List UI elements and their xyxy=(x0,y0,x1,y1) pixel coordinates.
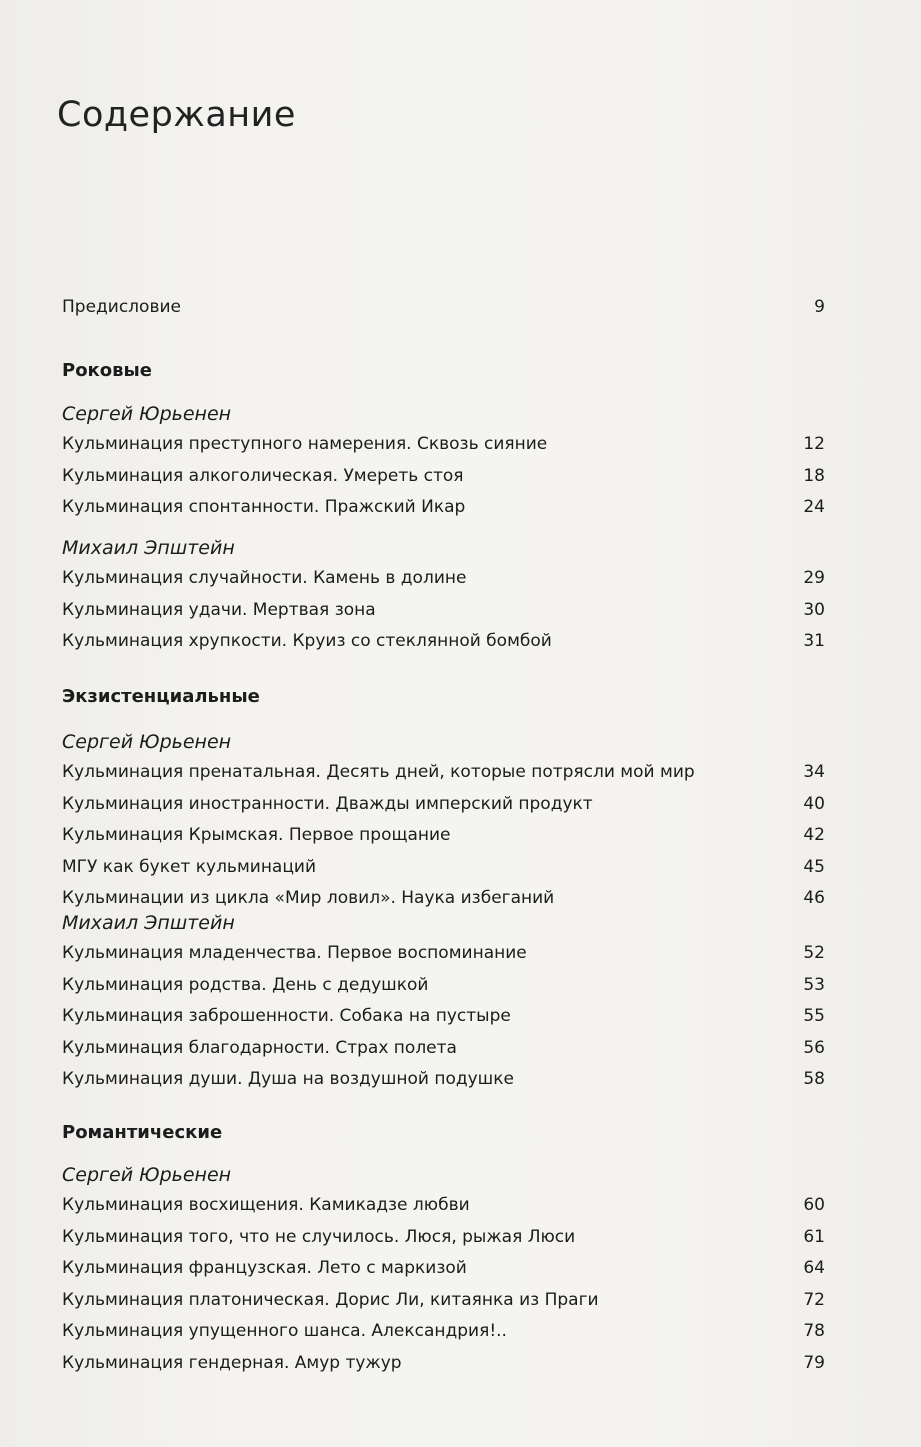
entry-page-number: 18 xyxy=(803,465,825,486)
toc-entry[interactable] xyxy=(62,1224,825,1250)
entry-title: Кульминация родства. День с дедушкой xyxy=(62,974,429,995)
page-title: Содержание xyxy=(57,95,296,135)
entry-page-number: 45 xyxy=(803,856,825,877)
toc-entry[interactable] xyxy=(62,1003,825,1029)
entry-title: МГУ как букет кульминаций xyxy=(62,856,317,877)
entry-title: Кульминация алкоголическая. Умереть стоя xyxy=(62,465,464,486)
toc-entry[interactable] xyxy=(62,463,825,489)
entry-page-number: 55 xyxy=(803,1006,825,1026)
entry-title: Кульминация упущенного шанса. Александрия!.. xyxy=(62,1321,507,1341)
entry-page-number: 31 xyxy=(803,631,825,651)
entry-page-number: 72 xyxy=(803,1289,825,1310)
entry-page-number: 24 xyxy=(803,497,825,517)
entry-page-number: 53 xyxy=(803,974,825,995)
entry-title: Кульминация иностранности. Дважды имперский продукт xyxy=(62,793,593,814)
toc-entry[interactable] xyxy=(62,885,825,911)
entry-page-number: 12 xyxy=(803,434,825,454)
entry-title: Кульминация того, что не случилось. Люся, рыжая Люси xyxy=(62,1226,576,1247)
toc-entry[interactable] xyxy=(62,431,825,457)
entry-page-number: 60 xyxy=(803,1195,825,1215)
author-name: Сергей Юрьенен xyxy=(62,403,232,425)
section-heading: Романтические xyxy=(62,1122,223,1143)
toc-entry[interactable] xyxy=(62,791,825,817)
entry-title: Кульминация восхищения. Камикадзе любви xyxy=(62,1195,470,1215)
entry-page-number: 79 xyxy=(803,1352,825,1373)
toc-entry[interactable] xyxy=(62,940,825,966)
entry-page-number: 64 xyxy=(803,1258,825,1278)
toc-entry[interactable] xyxy=(62,565,825,591)
entry-title: Кульминация французская. Лето с маркизой xyxy=(62,1258,467,1278)
entry-title: Кульминация хрупкости. Круиз со стеклянной бомбой xyxy=(62,631,552,651)
entry-page-number: 58 xyxy=(803,1069,825,1089)
toc-entry[interactable] xyxy=(62,972,825,998)
entry-page-number: 9 xyxy=(814,297,825,317)
entry-title: Кульминация случайности. Камень в долине xyxy=(62,568,467,588)
toc-entry[interactable] xyxy=(62,1350,825,1376)
toc-entry[interactable] xyxy=(62,759,825,785)
entry-page-number: 61 xyxy=(803,1226,825,1247)
toc-entry[interactable] xyxy=(62,1066,825,1092)
toc-entry[interactable] xyxy=(62,1035,825,1061)
entry-title: Кульминация заброшенности. Собака на пустыре xyxy=(62,1006,511,1026)
toc-entry[interactable] xyxy=(62,628,825,654)
section-heading: Роковые xyxy=(62,360,153,381)
toc-entry[interactable] xyxy=(62,854,825,880)
toc-entry[interactable] xyxy=(62,1318,825,1344)
entry-title: Кульминация благодарности. Страх полета xyxy=(62,1037,457,1058)
entry-page-number: 56 xyxy=(803,1037,825,1058)
author-name: Сергей Юрьенен xyxy=(62,1164,232,1186)
entry-title: Кульминации из цикла «Мир ловил». Наука избеганий xyxy=(62,888,555,908)
entry-title: Кульминация младенчества. Первое воспоминание xyxy=(62,943,527,963)
toc-entry[interactable] xyxy=(62,597,825,623)
entry-page-number: 40 xyxy=(803,793,825,814)
entry-page-number: 42 xyxy=(803,825,825,845)
author-name: Михаил Эпштейн xyxy=(62,537,235,559)
entry-page-number: 29 xyxy=(803,568,825,588)
entry-title: Предисловие xyxy=(62,297,181,317)
entry-title: Кульминация пренатальная. Десять дней, которые потрясли мой мир xyxy=(62,762,695,782)
entry-title: Кульминация души. Душа на воздушной подушке xyxy=(62,1069,514,1089)
entry-page-number: 34 xyxy=(803,762,825,782)
toc-entry[interactable] xyxy=(62,494,825,520)
entry-page-number: 46 xyxy=(803,888,825,908)
entry-title: Кульминация спонтанности. Пражский Икар xyxy=(62,497,466,517)
toc-entry[interactable] xyxy=(62,1287,825,1313)
entry-title: Кульминация удачи. Мертвая зона xyxy=(62,599,376,620)
entry-page-number: 30 xyxy=(803,599,825,620)
entry-title: Кульминация платоническая. Дорис Ли, китаянка из Праги xyxy=(62,1289,599,1310)
section-heading: Экзистенциальные xyxy=(62,686,260,707)
author-name: Михаил Эпштейн xyxy=(62,912,235,934)
toc-entry-preface[interactable] xyxy=(62,294,825,320)
toc-entry[interactable] xyxy=(62,1192,825,1218)
toc-entry[interactable] xyxy=(62,1255,825,1281)
entry-title: Кульминация Крымская. Первое прощание xyxy=(62,825,451,845)
entry-page-number: 52 xyxy=(803,943,825,963)
entry-title: Кульминация преступного намерения. Сквозь сияние xyxy=(62,434,548,454)
entry-page-number: 78 xyxy=(803,1321,825,1341)
toc-entry[interactable] xyxy=(62,822,825,848)
entry-title: Кульминация гендерная. Амур тужур xyxy=(62,1352,402,1373)
author-name: Сергей Юрьенен xyxy=(62,731,232,753)
